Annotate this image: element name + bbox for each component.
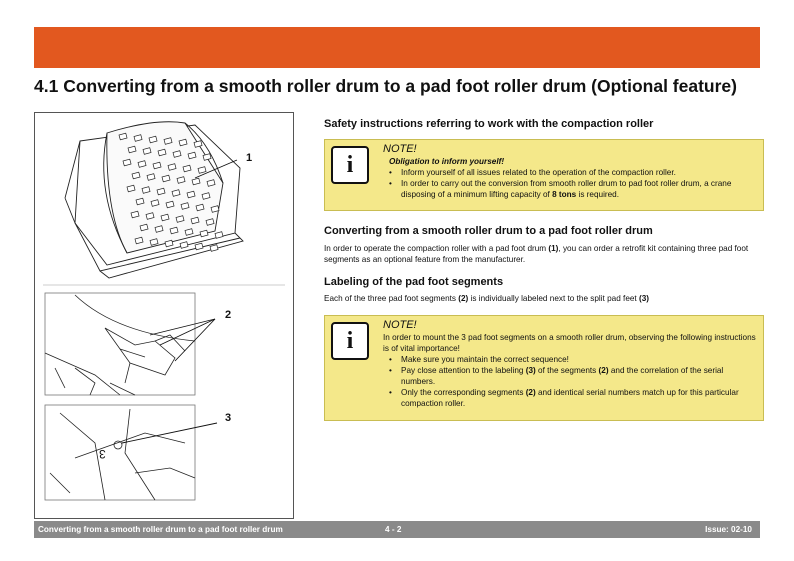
note-title: NOTE! [383, 319, 417, 331]
pad-foot-shape [195, 243, 203, 250]
note-intro: In order to mount the 3 pad foot segments on a smooth roller drum, observing the following instructions is of vital importance! [383, 333, 756, 353]
pad-foot-shape [180, 242, 188, 249]
emphasis-text: (1) [548, 244, 559, 253]
footer-chapter-title: Converting from a smooth roller drum to a pad foot roller drum [38, 525, 283, 534]
list-item-text: Pay close attention to the labeling [401, 366, 526, 375]
content-column [324, 118, 764, 421]
list-item-text: In order to carry out the conversion from smooth roller drum to pad foot roller drum, a crane disposing of a minimum lifting capacity of [401, 179, 732, 199]
part-marking-label: 3 [99, 447, 106, 461]
safety-note-list [383, 167, 757, 200]
mounting-note-list [383, 354, 757, 409]
footer-bar [34, 521, 760, 538]
info-icon: i [331, 322, 369, 360]
pad-foot-shape [215, 232, 223, 239]
pad-foot-shape [210, 245, 218, 252]
safety-note-body [383, 144, 757, 204]
list-item-text: of the segments [535, 366, 599, 375]
list-item-text: Make sure you maintain the correct sequence! [401, 355, 569, 364]
emphasis-text: (3) [638, 294, 649, 303]
emphasis-text: (2) [598, 366, 609, 375]
list-item-text: Inform yourself of all issues related to the operation of the compaction roller. [401, 168, 676, 177]
illustration-panel [34, 112, 294, 519]
emphasis-text: (2) [525, 388, 536, 397]
note-subtitle: Obligation to inform yourself! [389, 157, 505, 166]
mounting-note-body [383, 320, 757, 414]
converting-paragraph [324, 243, 764, 265]
list-item-text: Only the corresponding segments [401, 388, 526, 397]
para-text: Each of the three pad foot segments [324, 294, 459, 303]
labeling-paragraph [324, 293, 764, 304]
callout-2: 2 [225, 309, 232, 321]
callout-3: 3 [225, 412, 232, 424]
note-title: NOTE! [383, 143, 417, 155]
footer-issue: Issue: 02-10 [705, 525, 752, 534]
safety-note-box [324, 139, 764, 211]
list-item [383, 167, 757, 178]
para-text: In order to operate the compaction roller with a pad foot drum [324, 244, 549, 253]
list-item [383, 178, 757, 200]
roller-drum-illustration [35, 113, 293, 518]
callout-1: 1 [246, 152, 253, 164]
para-text: is individually labeled next to the split pad feet [468, 294, 639, 303]
header-bar [34, 27, 760, 68]
list-item-text: is required. [576, 190, 619, 199]
page-title: 4.1 Converting from a smooth roller drum to a pad foot roller drum (Optional feature) [34, 76, 737, 96]
labeling-heading: Labeling of the pad foot segments [324, 276, 504, 288]
emphasis-text: (3) [525, 366, 536, 375]
list-item [383, 354, 757, 365]
list-item [383, 365, 757, 387]
emphasis-text: 8 tons [552, 190, 577, 199]
info-icon: i [331, 146, 369, 184]
para-text: , you can order a retrofit kit containing three pad foot segments as an optional feature from the manufacturer. [324, 244, 749, 264]
emphasis-text: (2) [458, 294, 469, 303]
footer-page-number: 4 - 2 [385, 525, 402, 534]
list-item [383, 387, 757, 409]
mounting-note-box [324, 315, 764, 421]
list-item-text: and identical serial numbers match up for this particular compaction roller. [401, 388, 739, 408]
converting-heading: Converting from a smooth roller drum to a pad foot roller drum [324, 225, 653, 237]
list-item-text: and the correlation of the serial numbers. [401, 366, 724, 386]
safety-heading: Safety instructions referring to work with the compaction roller [324, 118, 654, 130]
